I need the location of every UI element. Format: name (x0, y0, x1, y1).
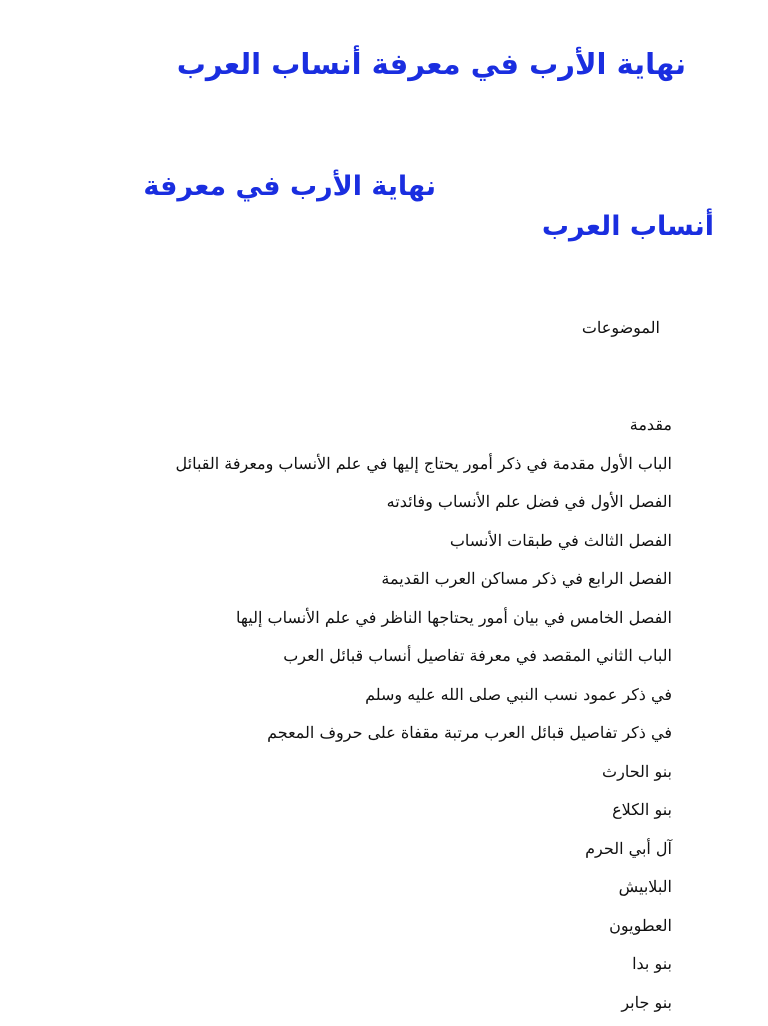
toc-item[interactable]: آل أبي الحرم (176, 834, 673, 873)
toc-item[interactable]: البلابيش (176, 872, 673, 911)
book-title-line-2: أنساب العرب (143, 208, 714, 246)
toc-item[interactable]: في ذكر عمود نسب النبي صلى الله عليه وسلم (176, 680, 673, 719)
toc-item[interactable]: العطويون (176, 911, 673, 950)
book-title-line-1: نهاية الأرب في معرفة (143, 168, 436, 206)
toc-item[interactable]: بنو الحارث (176, 757, 673, 796)
toc-item[interactable]: الباب الثاني المقصد في معرفة تفاصيل أنساب قبائل العرب (176, 641, 673, 680)
table-of-contents (176, 410, 673, 1026)
toc-item[interactable]: الباب الأول مقدمة في ذكر أمور يحتاج إليها في علم الأنساب ومعرفة القبائل (176, 449, 673, 488)
toc-item[interactable]: الفصل الرابع في ذكر مساكن العرب القديمة (176, 564, 673, 603)
book-title-heading (143, 168, 714, 246)
toc-item[interactable]: الفصل الأول في فضل علم الأنساب وفائدته (176, 487, 673, 526)
page-title: نهاية الأرب في معرفة أنساب العرب (177, 42, 686, 86)
toc-item[interactable]: مقدمة (176, 410, 673, 449)
toc-item[interactable]: بنو الكلاع (176, 795, 673, 834)
toc-item[interactable]: في ذكر تفاصيل قبائل العرب مرتبة مقفاة على حروف المعجم (176, 718, 673, 757)
toc-item[interactable]: بنو جابر (176, 988, 673, 1026)
contents-label: الموضوعات (582, 316, 660, 340)
toc-item[interactable]: بنو بدا (176, 949, 673, 988)
toc-item[interactable]: الفصل الخامس في بيان أمور يحتاجها الناظر في علم الأنساب إليها (176, 603, 673, 642)
toc-item[interactable]: الفصل الثالث في طبقات الأنساب (176, 526, 673, 565)
